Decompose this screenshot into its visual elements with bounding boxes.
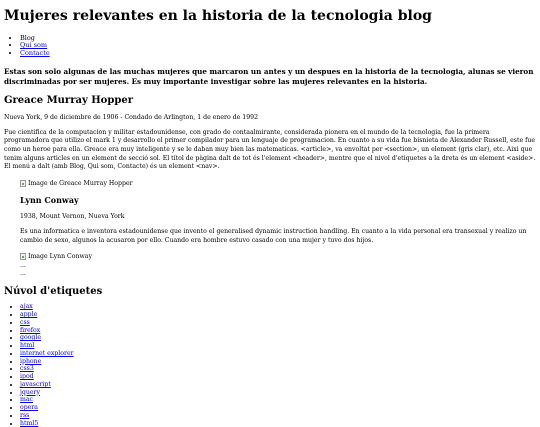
nav-item-blog	[20, 35, 536, 42]
tag-item	[20, 303, 536, 311]
nav-item-contacte	[20, 50, 536, 57]
tag-item	[20, 381, 536, 389]
site-title: Mujeres relevantes en la historia de la tecnologia blog	[4, 8, 432, 24]
tag-link-html5[interactable]: html5	[20, 419, 39, 427]
tag-link-google[interactable]: google	[20, 334, 42, 342]
tag-item	[20, 358, 536, 366]
ellipsis-line: ...	[20, 270, 26, 278]
tag-item	[20, 327, 536, 335]
nav-link-contacte[interactable]: Contacte	[20, 48, 50, 57]
tag-item	[20, 396, 536, 404]
main-nav	[4, 35, 536, 57]
tag-link-javascript[interactable]: javascript	[20, 380, 51, 388]
tag-item	[20, 412, 536, 420]
article-title-conway: Lynn Conway	[20, 195, 79, 205]
tag-link-internet-explorer[interactable]: internet explorer	[20, 349, 74, 357]
nav-item-qui-som	[20, 42, 536, 49]
article-body-conway: Es una informatica e inventora estadounidense que invento el generalised dynamic instruction handling. En cuanto a la vida personal era transexual y realizo un cambio de sexo, algunos la acusaron por ello. Cuando era hombre estuvo casado con una mujer y tuvo dos hijos.	[20, 228, 527, 244]
tag-link-opera[interactable]: opera	[20, 404, 38, 412]
tag-link-mac[interactable]: mac	[20, 396, 34, 404]
nested-section	[20, 180, 536, 278]
broken-image-icon	[20, 180, 26, 187]
tag-link-iphone[interactable]: iphone	[20, 357, 42, 365]
tag-cloud	[4, 303, 536, 427]
article-meta-conway: 1938, Mount Vernon, Nueva York	[20, 213, 125, 220]
image-conway	[20, 253, 536, 260]
tag-link-apple[interactable]: apple	[20, 311, 38, 319]
ellipsis-block	[20, 262, 536, 278]
article-body-hopper: Fue cientifica de la computacion y militar estadounidense, con grado de contaalmirante, considerada pionera en el mundo de la tecnologia, fue la primera programadora que utilizo el mark 1 y desarrollo el primer compilador para un lenguaje de programacion. En cuanto a su vida fue bisnieta de Alexander Russell, este fue como un heroe para ella. Greace era muy inteligente y se le daban muy bien las matematicas. <article>, va envoltat per <section>, un element (gris clar), etc. Aixi que tenim alguns articles en un element de secció sol. El títol de pàgina dalt de tot és l'element <header>, mentre que el nivol d'etiquetes a la dreta és un element <aside>. El menú a dalt (amb Blog, Qui som, Contacte) és un element <nav>.	[4, 128, 536, 171]
tag-item	[20, 334, 536, 342]
tag-cloud-title: Núvol d'etiquetes	[4, 286, 103, 298]
tag-link-css[interactable]: css	[20, 318, 30, 326]
tag-item	[20, 373, 536, 381]
nav-link-qui-som[interactable]: Qui som	[20, 41, 48, 50]
tag-item	[20, 350, 536, 358]
page	[0, 8, 540, 427]
tag-link-firefox[interactable]: firefox	[20, 326, 41, 334]
tag-link-ipod[interactable]: ipod	[20, 373, 34, 381]
nav-link-blog[interactable]: Blog	[20, 33, 35, 42]
image-alt-conway: Image Lynn Conway	[28, 253, 92, 261]
image-hopper	[20, 180, 536, 187]
article-title-hopper: Greace Murray Hopper	[4, 94, 133, 106]
intro-text: Estas son solo algunas de las muchas mujeres que marcaron un antes y un despues en la historia de la tecnologia, alunas se vieron discriminadas por ser mujeres. Es muy importante investigar sobre las mujeres relevantes en la historia.	[4, 67, 534, 86]
tag-item	[20, 365, 536, 373]
tag-link-ajax[interactable]: ajax	[20, 303, 33, 311]
ellipsis-line: ...	[20, 262, 26, 270]
tag-item	[20, 319, 536, 327]
tag-link-jquery[interactable]: jquery	[20, 388, 40, 396]
tag-item	[20, 311, 536, 319]
tag-item	[20, 404, 536, 412]
article-meta-hopper: Nueva York, 9 de diciembre de 1906 - Condado de Arlington, 1 de enero de 1992	[4, 113, 259, 121]
tag-item	[20, 389, 536, 397]
tag-link-html[interactable]: html	[20, 342, 35, 350]
tag-link-rss[interactable]: rss	[20, 411, 30, 419]
tag-link-css3[interactable]: css3	[20, 365, 34, 373]
broken-image-icon	[20, 253, 26, 260]
tag-item	[20, 420, 536, 427]
tag-item	[20, 342, 536, 350]
image-alt-hopper: Image de Greace Murray Hopper	[28, 180, 133, 187]
